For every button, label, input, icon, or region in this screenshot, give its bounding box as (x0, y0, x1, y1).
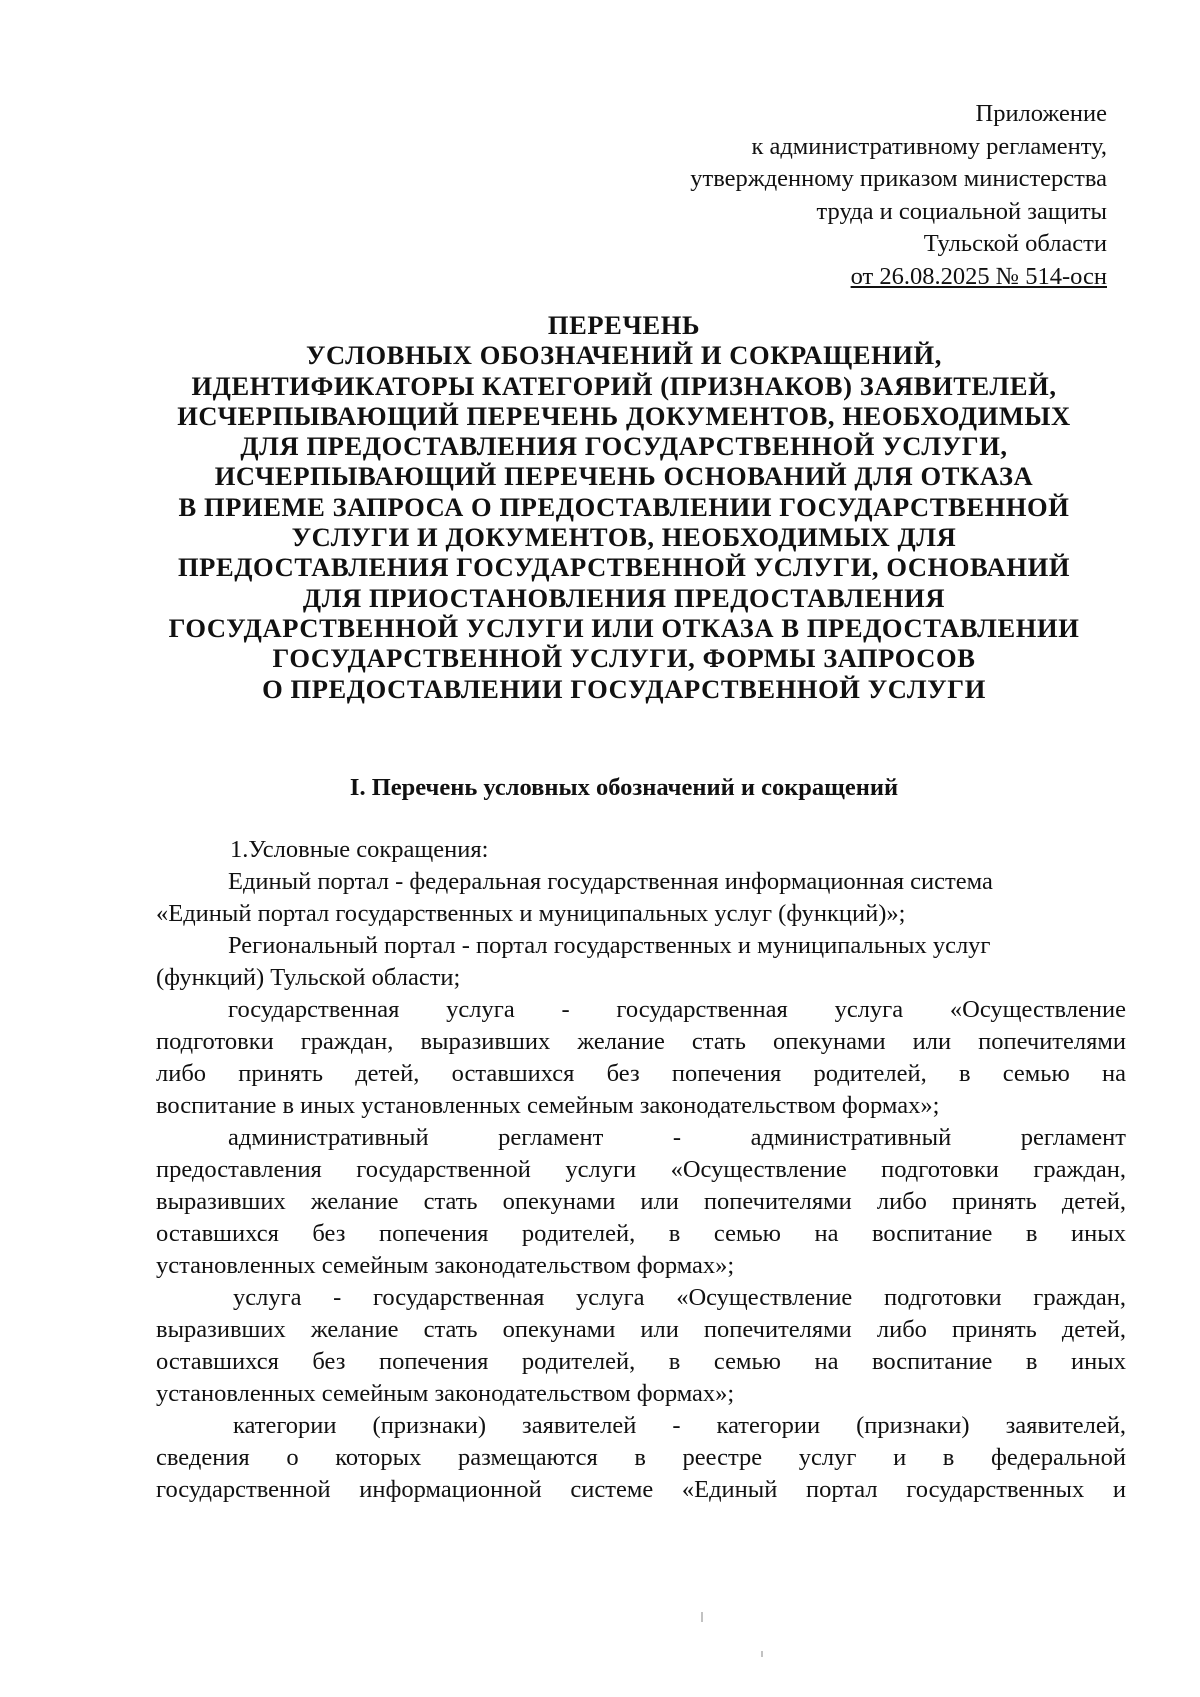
body-line: оставшихся без попечения родителей, в семью на воспитание в иных (156, 1220, 1126, 1247)
title-line: В ПРИЕМЕ ЗАПРОСА О ПРЕДОСТАВЛЕНИИ ГОСУДАРСТВЕННОЙ (178, 491, 1070, 522)
appendix-block (690, 98, 1107, 293)
title-line: ИСЧЕРПЫВАЮЩИЙ ПЕРЕЧЕНЬ ДОКУМЕНТОВ, НЕОБХОДИМЫХ (177, 400, 1071, 431)
appendix-line: к административному регламенту, (751, 132, 1107, 160)
document-title (140, 310, 1108, 704)
title-line: ПРЕДОСТАВЛЕНИЯ ГОСУДАРСТВЕННОЙ УСЛУГИ, ОСНОВАНИЙ (177, 552, 1071, 583)
body-line: установленных семейным законодательством формах»; (156, 1252, 735, 1279)
body-text (156, 834, 1126, 1506)
title-line: ГОСУДАРСТВЕННОЙ УСЛУГИ ИЛИ ОТКАЗА В ПРЕДОСТАВЛЕНИИ (168, 612, 1080, 643)
body-line: выразивших желание стать опекунами или попечителями либо принять детей, (156, 1188, 1126, 1215)
title-line: ИСЧЕРПЫВАЮЩИЙ ПЕРЕЧЕНЬ ОСНОВАНИЙ ДЛЯ ОТКАЗА (214, 461, 1034, 492)
scan-dust-mark (761, 1651, 763, 1657)
body-line: предоставления государственной услуги «Осуществление подготовки граждан, (156, 1156, 1126, 1183)
body-line: государственной информационной системе «Единый портал государственных и (156, 1476, 1126, 1503)
appendix-line: утвержденному приказом министерства (690, 165, 1107, 192)
body-line: либо принять детей, оставшихся без попечения родителей, в семью на (156, 1060, 1126, 1087)
section-heading: I. Перечень условных обозначений и сокращений (349, 774, 899, 801)
appendix-date-line: от 26.08.2025 № 514-осн (850, 262, 1107, 290)
body-line: Региональный портал - портал государственных и муниципальных услуг (228, 932, 991, 959)
appendix-line: Тульской области (923, 230, 1107, 257)
body-line: воспитание в иных установленных семейным законодательством формах»; (156, 1092, 940, 1119)
body-line: выразивших желание стать опекунами или попечителями либо принять детей, (156, 1316, 1126, 1343)
title-line: ДЛЯ ПРЕДОСТАВЛЕНИЯ ГОСУДАРСТВЕННОЙ УСЛУГИ, (240, 431, 1008, 462)
body-line: (функций) Тульской области; (156, 964, 461, 991)
body-line: «Единый портал государственных и муниципальных услуг (функций)»; (156, 900, 906, 927)
body-line: услуга - государственная услуга «Осуществление подготовки граждан, (233, 1284, 1126, 1311)
body-line: сведения о которых размещаются в реестре услуг и в федеральной (156, 1444, 1126, 1471)
body-line: государственная услуга - государственная услуга «Осуществление (228, 996, 1126, 1023)
title-line: ПЕРЕЧЕНЬ (547, 310, 701, 340)
body-line: оставшихся без попечения родителей, в семью на воспитание в иных (156, 1348, 1126, 1375)
body-line: категории (признаки) заявителей - категории (признаки) заявителей, (233, 1412, 1126, 1439)
body-line: Единый портал - федеральная государственная информационная система (228, 868, 993, 895)
body-line: установленных семейным законодательством формах»; (156, 1380, 735, 1407)
body-line: административный регламент - административный регламент (228, 1124, 1126, 1151)
title-line: УСЛУГИ И ДОКУМЕНТОВ, НЕОБХОДИМЫХ ДЛЯ (291, 522, 957, 553)
appendix-line: Приложение (975, 100, 1107, 127)
appendix-line: труда и социальной защиты (816, 197, 1107, 225)
body-item-heading: 1.Условные сокращения: (230, 836, 489, 863)
title-line: О ПРЕДОСТАВЛЕНИИ ГОСУДАРСТВЕННОЙ УСЛУГИ (262, 673, 986, 704)
title-line: УСЛОВНЫХ ОБОЗНАЧЕНИЙ И СОКРАЩЕНИЙ, (306, 340, 942, 371)
title-line: ГОСУДАРСТВЕННОЙ УСЛУГИ, ФОРМЫ ЗАПРОСОВ (272, 643, 976, 674)
title-line: ИДЕНТИФИКАТОРЫ КАТЕГОРИЙ (ПРИЗНАКОВ) ЗАЯВИТЕЛЕЙ, (191, 370, 1057, 401)
title-line: ДЛЯ ПРИОСТАНОВЛЕНИЯ ПРЕДОСТАВЛЕНИЯ (302, 582, 946, 613)
body-line: подготовки граждан, выразивших желание стать опекунами или попечителями (156, 1028, 1126, 1055)
scan-dust-mark (701, 1612, 703, 1622)
